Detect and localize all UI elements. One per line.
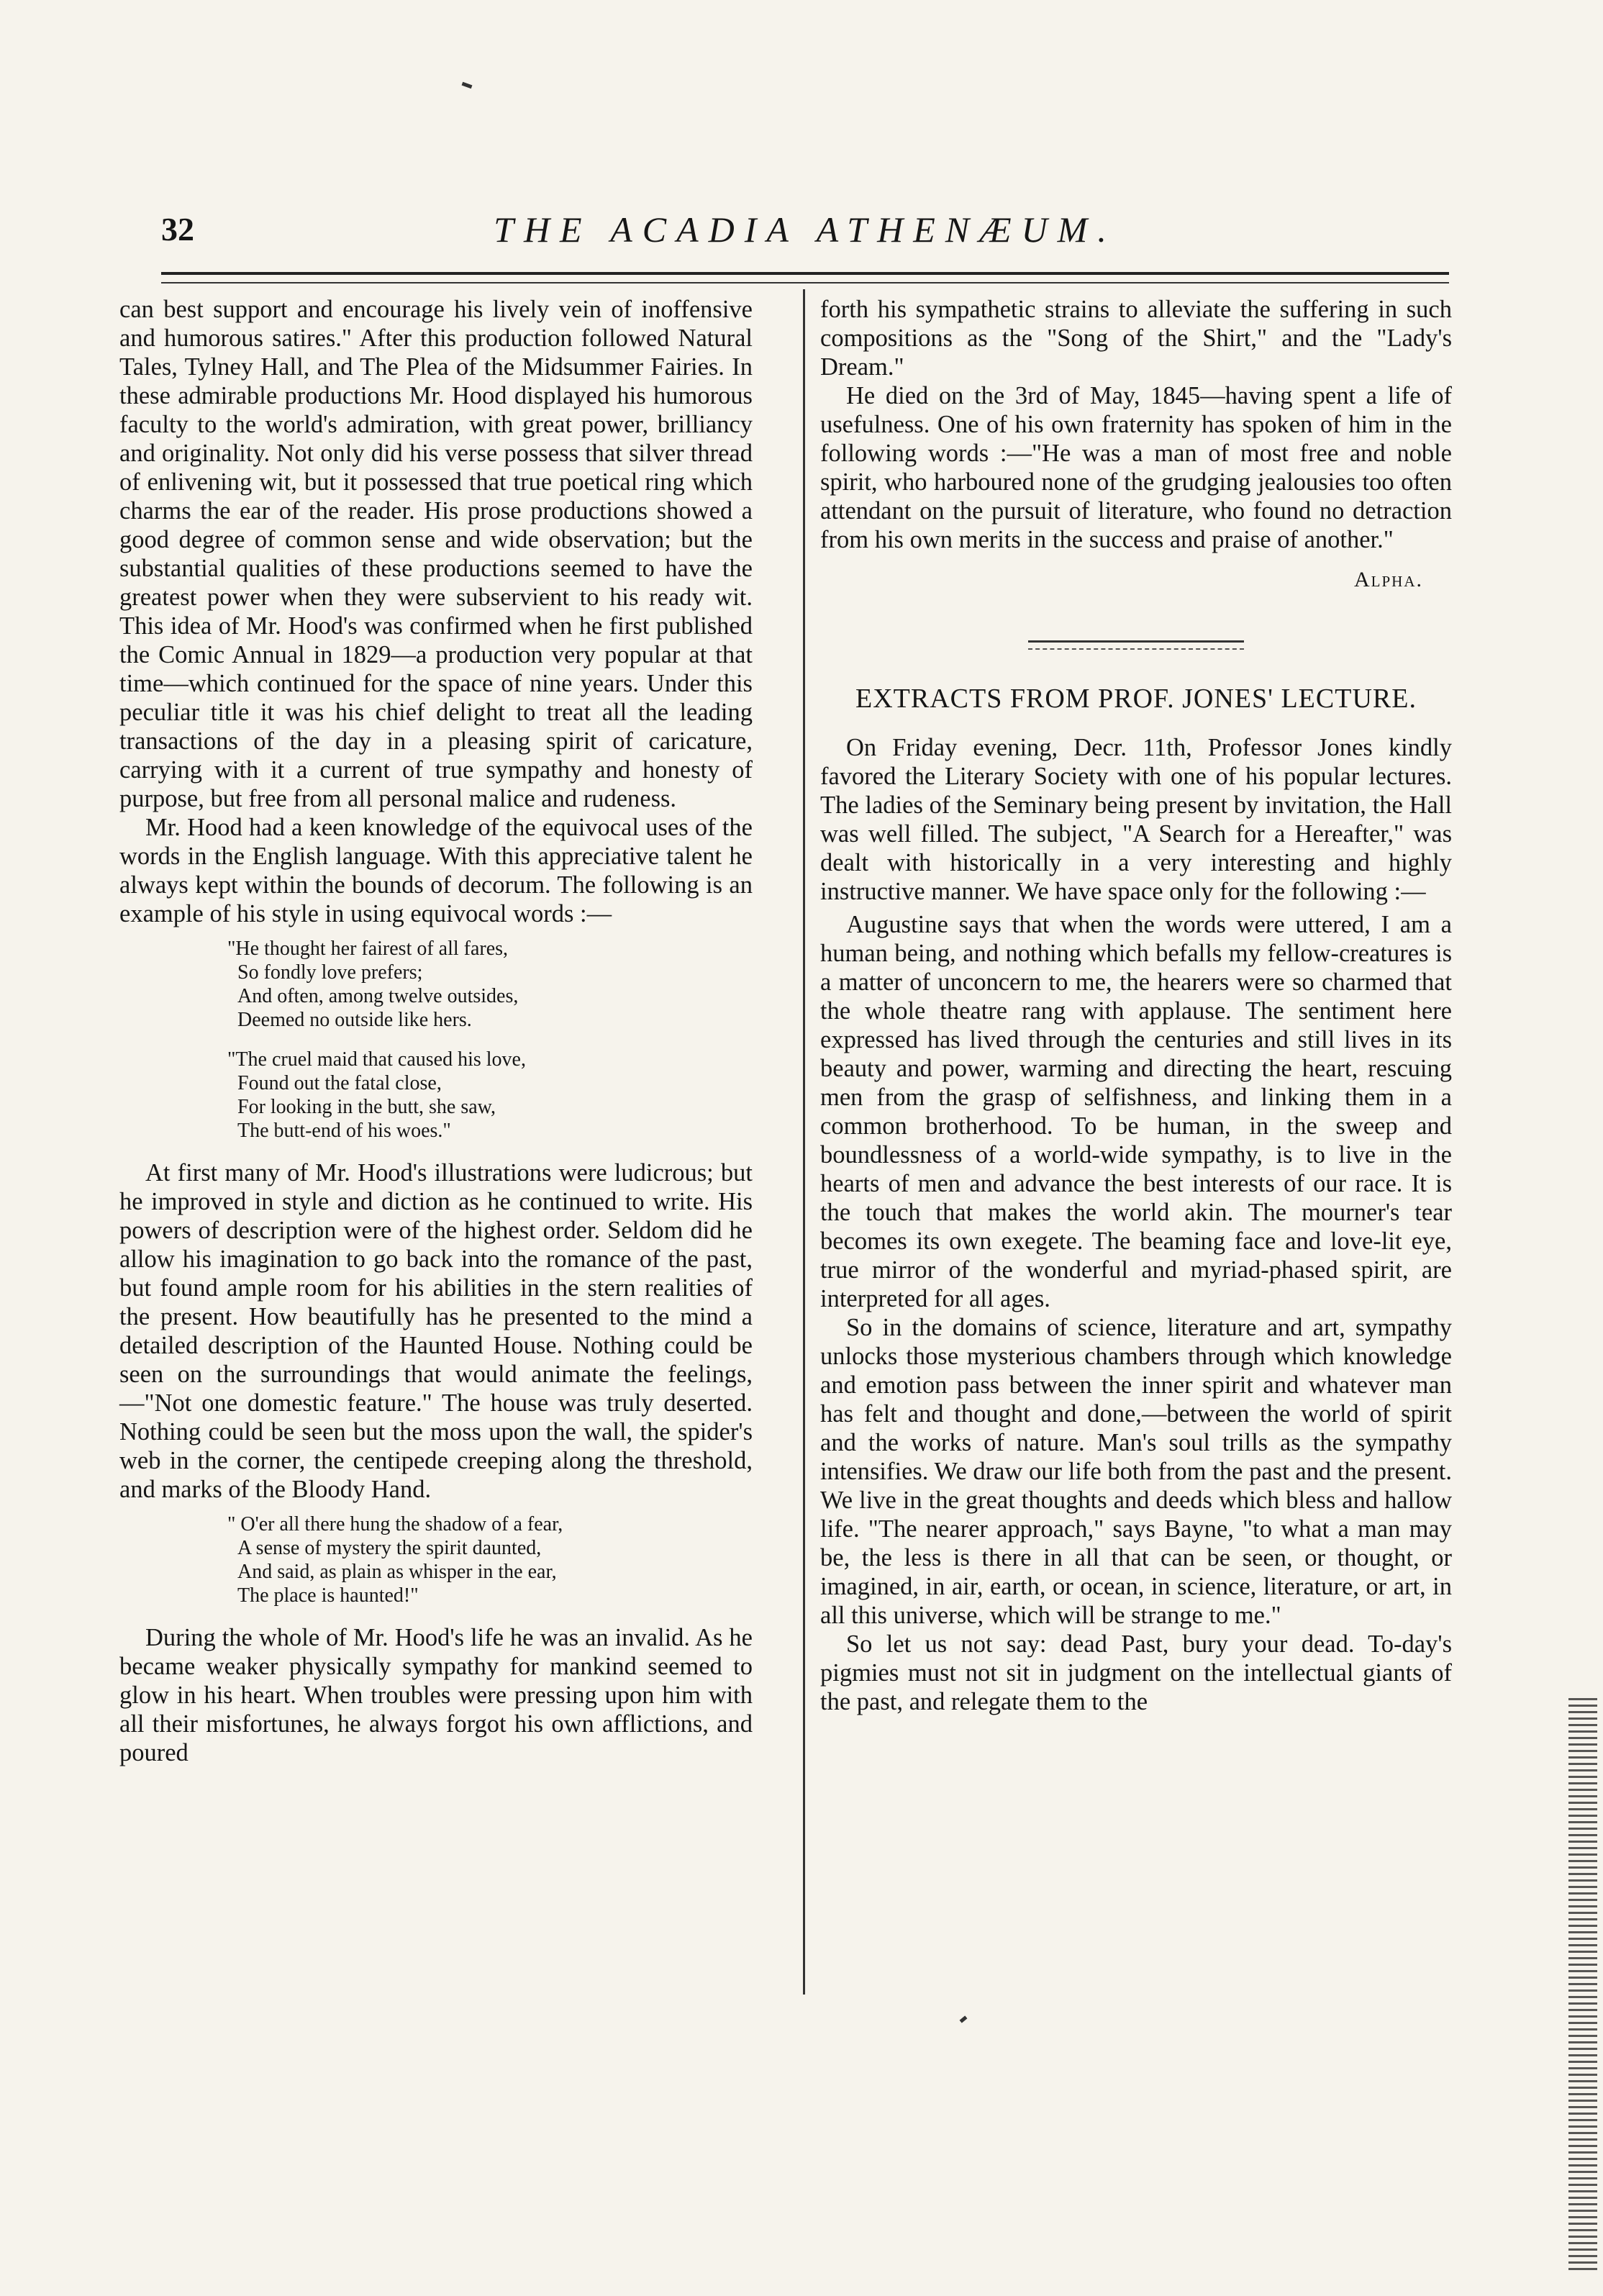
verse-line: A sense of mystery the spirit daunted, — [237, 1537, 542, 1559]
verse-line: Found out the fatal close, — [237, 1072, 442, 1094]
running-title: THE ACADIA ATHENÆUM. — [494, 209, 1117, 250]
paragraph: Augustine says that when the words were uttered, I am a human being, and nothing which befalls my fellow-creatures is a matter of unconcern to me, the hearers were so charmed that the whole theatre rang with applause. The sentiment here expressed has lived through the centuries and still lives in its beauty and power, warming and directing the heart, rescuing men from the grasp of selfishness, and linking them in a common brotherhood. To be human, in the sweep and boundlessness of a world-wide sympathy, is to live in the hearts of men and advance the best interests of our race. It is the touch that makes the world akin. The mourner's tear becomes its own exegete. The beaming face and love-lit eye, true mirror of the wonderful and myriad-phased spirit, are interpreted for all ages. — [820, 911, 1452, 1312]
paragraph: During the whole of Mr. Hood's life he was an invalid. As he became weaker physically sympathy for mankind seemed to glow in his heart. When troubles were pressing upon him with all their misfortunes, he always forgot his own afflictions, and poured — [119, 1624, 753, 1766]
paragraph: On Friday evening, Decr. 11th, Professor Jones kindly favored the Literary Society with one of his popular lectures. The ladies of the Seminary being present by invitation, the Hall was well filled. The subject, "A Search for a Hereafter," was dealt with historically in a very interesting and highly instructive manner. We have space only for the following :— — [820, 734, 1452, 905]
verse-line: Deemed no outside like hers. — [237, 1009, 472, 1031]
section-separator — [1028, 640, 1244, 650]
separator-rule — [1028, 640, 1244, 643]
ink-speck — [462, 82, 473, 89]
verse-line: And said, as plain as whisper in the ear, — [237, 1561, 557, 1583]
paragraph: So in the domains of science, literature and art, sympathy unlocks those mysterious chambers through which knowledge and emotion pass between the inner spirit and whatever man has felt and thought and done,—between the world of spirit and the works of nature. Man's soul trills as the sympathy intensifies. We draw our life both from the past and the present. We live in the great thoughts and deeds which bless and hallow life. "The nearer approach," says Bayne, "to what a man may be, the less is there in all that can be seen, or thought, or imagined, in air, earth, or ocean, in science, literature, or art, in all this universe, which will be strange to me." — [820, 1314, 1452, 1629]
verse-line: "The cruel maid that caused his love, — [227, 1048, 526, 1071]
right-column — [820, 295, 1452, 1716]
verse-line: For looking in the butt, she saw, — [237, 1096, 496, 1118]
paragraph: can best support and encourage his lively vein of inoffensive and humorous satires." After this production followed Natural Tales, Tylney Hall, and The Plea of the Midsummer Fairies. In these admirable productions Mr. Hood displayed his humorous faculty to the world's admiration, with great power, brilliancy and originality. Not only did his verse possess that silver thread of enlivening wit, but it possessed that true poetical ring which charms the ear of the reader. His prose productions showed a good degree of common sense and wide observation; but the substantial qualities of these productions seemed to have the greatest power when they were subservient to his ready wit. This idea of Mr. Hood's was confirmed when he first published the Comic Annual in 1829—a production very popular at that time—which continued for the space of nine years. Under this peculiar title it was his chief delight to treat all the leading transactions of the day in a pleasing spirit of caricature, carrying with it a current of true sympathy and honesty of purpose, but free from all personal malice and rudeness. — [119, 296, 753, 812]
paragraph: forth his sympathetic strains to alleviate the suffering in such compositions as the "Song of the Shirt," and the "Lady's Dream." — [820, 296, 1452, 381]
stanza — [227, 937, 753, 1032]
verse-line: And often, among twelve outsides, — [237, 985, 519, 1007]
stanza — [227, 1512, 753, 1607]
author-signature: Alpha. — [1353, 568, 1423, 591]
page-number: 32 — [161, 211, 194, 248]
verse-line: So fondly love prefers; — [237, 961, 423, 984]
paragraph: At first many of Mr. Hood's illustrations were ludicrous; but he improved in style and diction as he continued to write. His powers of description were of the highest order. Seldom did he allow his imagination to go back into the romance of the past, but found ample room for his abilities in the stern realities of the present. How beautifully has he presented to the mind a detailed description of the Haunted House. Nothing could be seen on the surroundings that would animate the feelings,—"Not one domestic feature." The house was truly deserted. Nothing could be seen but the moss upon the wall, the spider's web in the corner, the centipede creeping along the threshold, and marks of the Bloody Hand. — [119, 1159, 753, 1503]
verse-line: The place is haunted!" — [237, 1584, 419, 1607]
binding-edge-mark — [1568, 1698, 1597, 2274]
header-rule — [161, 272, 1449, 275]
stanza — [227, 1048, 753, 1143]
ink-speck — [960, 2015, 968, 2023]
verse-line: The butt-end of his woes." — [237, 1120, 451, 1142]
paragraph: Mr. Hood had a keen knowledge of the equivocal uses of the words in the English language. With this appreciative talent he always kept within the bounds of decorum. The following is an example of his style in using equivocal words :— — [119, 814, 753, 927]
page-header — [161, 206, 1449, 263]
paragraph: So let us not say: dead Past, bury your dead. To-day's pigmies must not sit in judgment on the intellectual giants of the past, and relegate them to the — [820, 1630, 1452, 1715]
verse-quote — [227, 937, 753, 1143]
verse-quote — [227, 1512, 753, 1607]
paragraph: He died on the 3rd of May, 1845—having spent a life of usefulness. One of his own fraternity has spoken of him in the following words :—"He was a man of most free and noble spirit, who harboured none of the grudging jealousies too often attendant on the pursuit of literature, who found no detraction from his own merits in the success and praise of another." — [820, 382, 1452, 553]
separator-rule — [1028, 648, 1244, 650]
section-title: EXTRACTS FROM PROF. JONES' LECTURE. — [855, 684, 1417, 714]
verse-line: " O'er all there hung the shadow of a fear, — [227, 1513, 563, 1535]
column-divider — [803, 289, 805, 1995]
header-rule-thin — [161, 282, 1449, 283]
left-column — [119, 295, 753, 1767]
verse-line: "He thought her fairest of all fares, — [227, 938, 509, 960]
